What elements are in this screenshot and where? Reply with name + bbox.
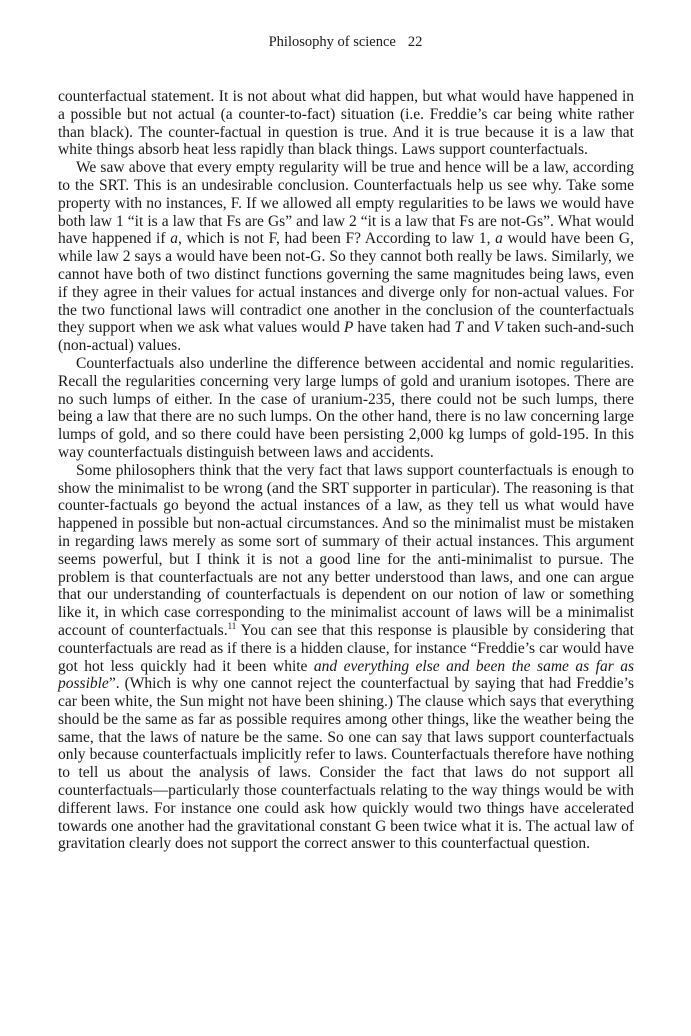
running-header bbox=[0, 33, 691, 51]
paragraph-4-part-c: ”. (Which is why one cannot reject the counterfactual by saying that had Freddie’s car been white, the Sun might not have been shining.) The clause which says that everything should be the same as far as possible requires among other things, like the weather being the same, that the laws of nature be the same. So one can say that laws support counterfactuals only because counterfactuals implicitly refer to laws. Counterfactuals therefore have nothing to tell us about the analysis of laws. Consider the fact that laws do not support all counterfactuals—particularly those counterfactuals relating to the way things would be with different laws. For instance one could ask how quickly would two things have accelerated towards one another had the gravitational constant G been twice what it is. The actual law of gravitation clearly does not support the correct answer to this counterfactual question. bbox=[58, 675, 634, 853]
paragraph-2-part-e: and bbox=[463, 319, 494, 337]
body-text bbox=[58, 88, 634, 853]
paragraph-4 bbox=[58, 462, 634, 854]
paragraph-2-part-d: have taken had bbox=[353, 319, 455, 337]
paragraph-2-part-b: , which is not F, had been F? According to law 1, bbox=[177, 230, 496, 248]
paragraph-2 bbox=[58, 159, 634, 355]
variable-v: V bbox=[493, 319, 503, 337]
paragraph-4-part-b: You can see that this response is plausible by considering that counterfactuals are read as if there is a hidden clause, for instance “Freddie’s car would have got hot less quickly had it been white bbox=[58, 621, 634, 675]
footnote-reference[interactable]: 11 bbox=[227, 620, 237, 631]
paragraph-1: counterfactual statement. It is not about what did happen, but what would have happened in a possible but not actual (a counter-to-fact) situation (i.e. Freddie’s car being white rather than black). The counter-factual in question is true. And it is true because it is a law that white things absorb heat less rapidly than black things. Laws support counterfactuals. bbox=[58, 88, 634, 159]
running-header-title: Philosophy of science bbox=[268, 34, 396, 50]
paragraph-2-part-a: We saw above that every empty regularity will be true and hence will be a law, according to the SRT. This is an undesirable conclusion. Counterfactuals help us see why. Take some property with no instances, F. If we allowed all empty regularities to be laws we would have both law 1 “it is a law that Fs are Gs” and law 2 “it is a law that Fs are not-Gs”. What would have happened if bbox=[58, 159, 634, 248]
variable-t: T bbox=[454, 319, 464, 337]
paragraph-4-part-a: Some philosophers think that the very fact that laws support counterfactuals is enough to show the minimalist to be wrong (and the SRT supporter in particular). The reasoning is that counter-factuals go beyond the actual instances of a law, as they tell us what would have happened in possible but non-actual circumstances. And so the minimalist must be mistaken in regarding laws merely as some sort of summary of their actual instances. This argument seems powerful, but I think it is not a good line for the anti-minimalist to pursue. The problem is that counterfactuals are not any better understood than laws, and one can argue that our understanding of counterfactuals is dependent on our notion of law or something like it, in which case corresponding to the minimalist account of laws will be a minimalist account of counterfactuals. bbox=[58, 461, 634, 639]
variable-a: a bbox=[170, 230, 178, 248]
page-number: 22 bbox=[407, 34, 423, 50]
paragraph-2-part-c: would have been G, while law 2 says a would have been not-G. So they cannot both really be laws. Similarly, we cannot have both of two distinct functions governing the same magnitudes being laws, even if they agree in their values for actual instances and diverge only for non-actual values. For the two functional laws will contradict one another in the conclusion of the counterfactuals they support when we ask what values would bbox=[58, 230, 634, 337]
variable-a: a bbox=[495, 230, 503, 248]
variable-p: P bbox=[343, 319, 354, 337]
paragraph-2-part-f: taken such-and-such (non-actual) values. bbox=[58, 319, 634, 355]
hidden-clause-italic: and everything else and been the same as far as possible bbox=[58, 657, 634, 693]
paragraph-3: Counterfactuals also underline the difference between accidental and nomic regularities. Recall the regularities concerning very large lumps of gold and uranium isotopes. There are no such lumps of either. In the case of uranium-235, there could not be such lumps, there being a law that there are no such lumps. On the other hand, there is no law concerning large lumps of gold, and so there could have been persisting 2,000 kg lumps of gold-195. In this way counterfactuals distinguish between laws and accidents. bbox=[58, 354, 634, 461]
